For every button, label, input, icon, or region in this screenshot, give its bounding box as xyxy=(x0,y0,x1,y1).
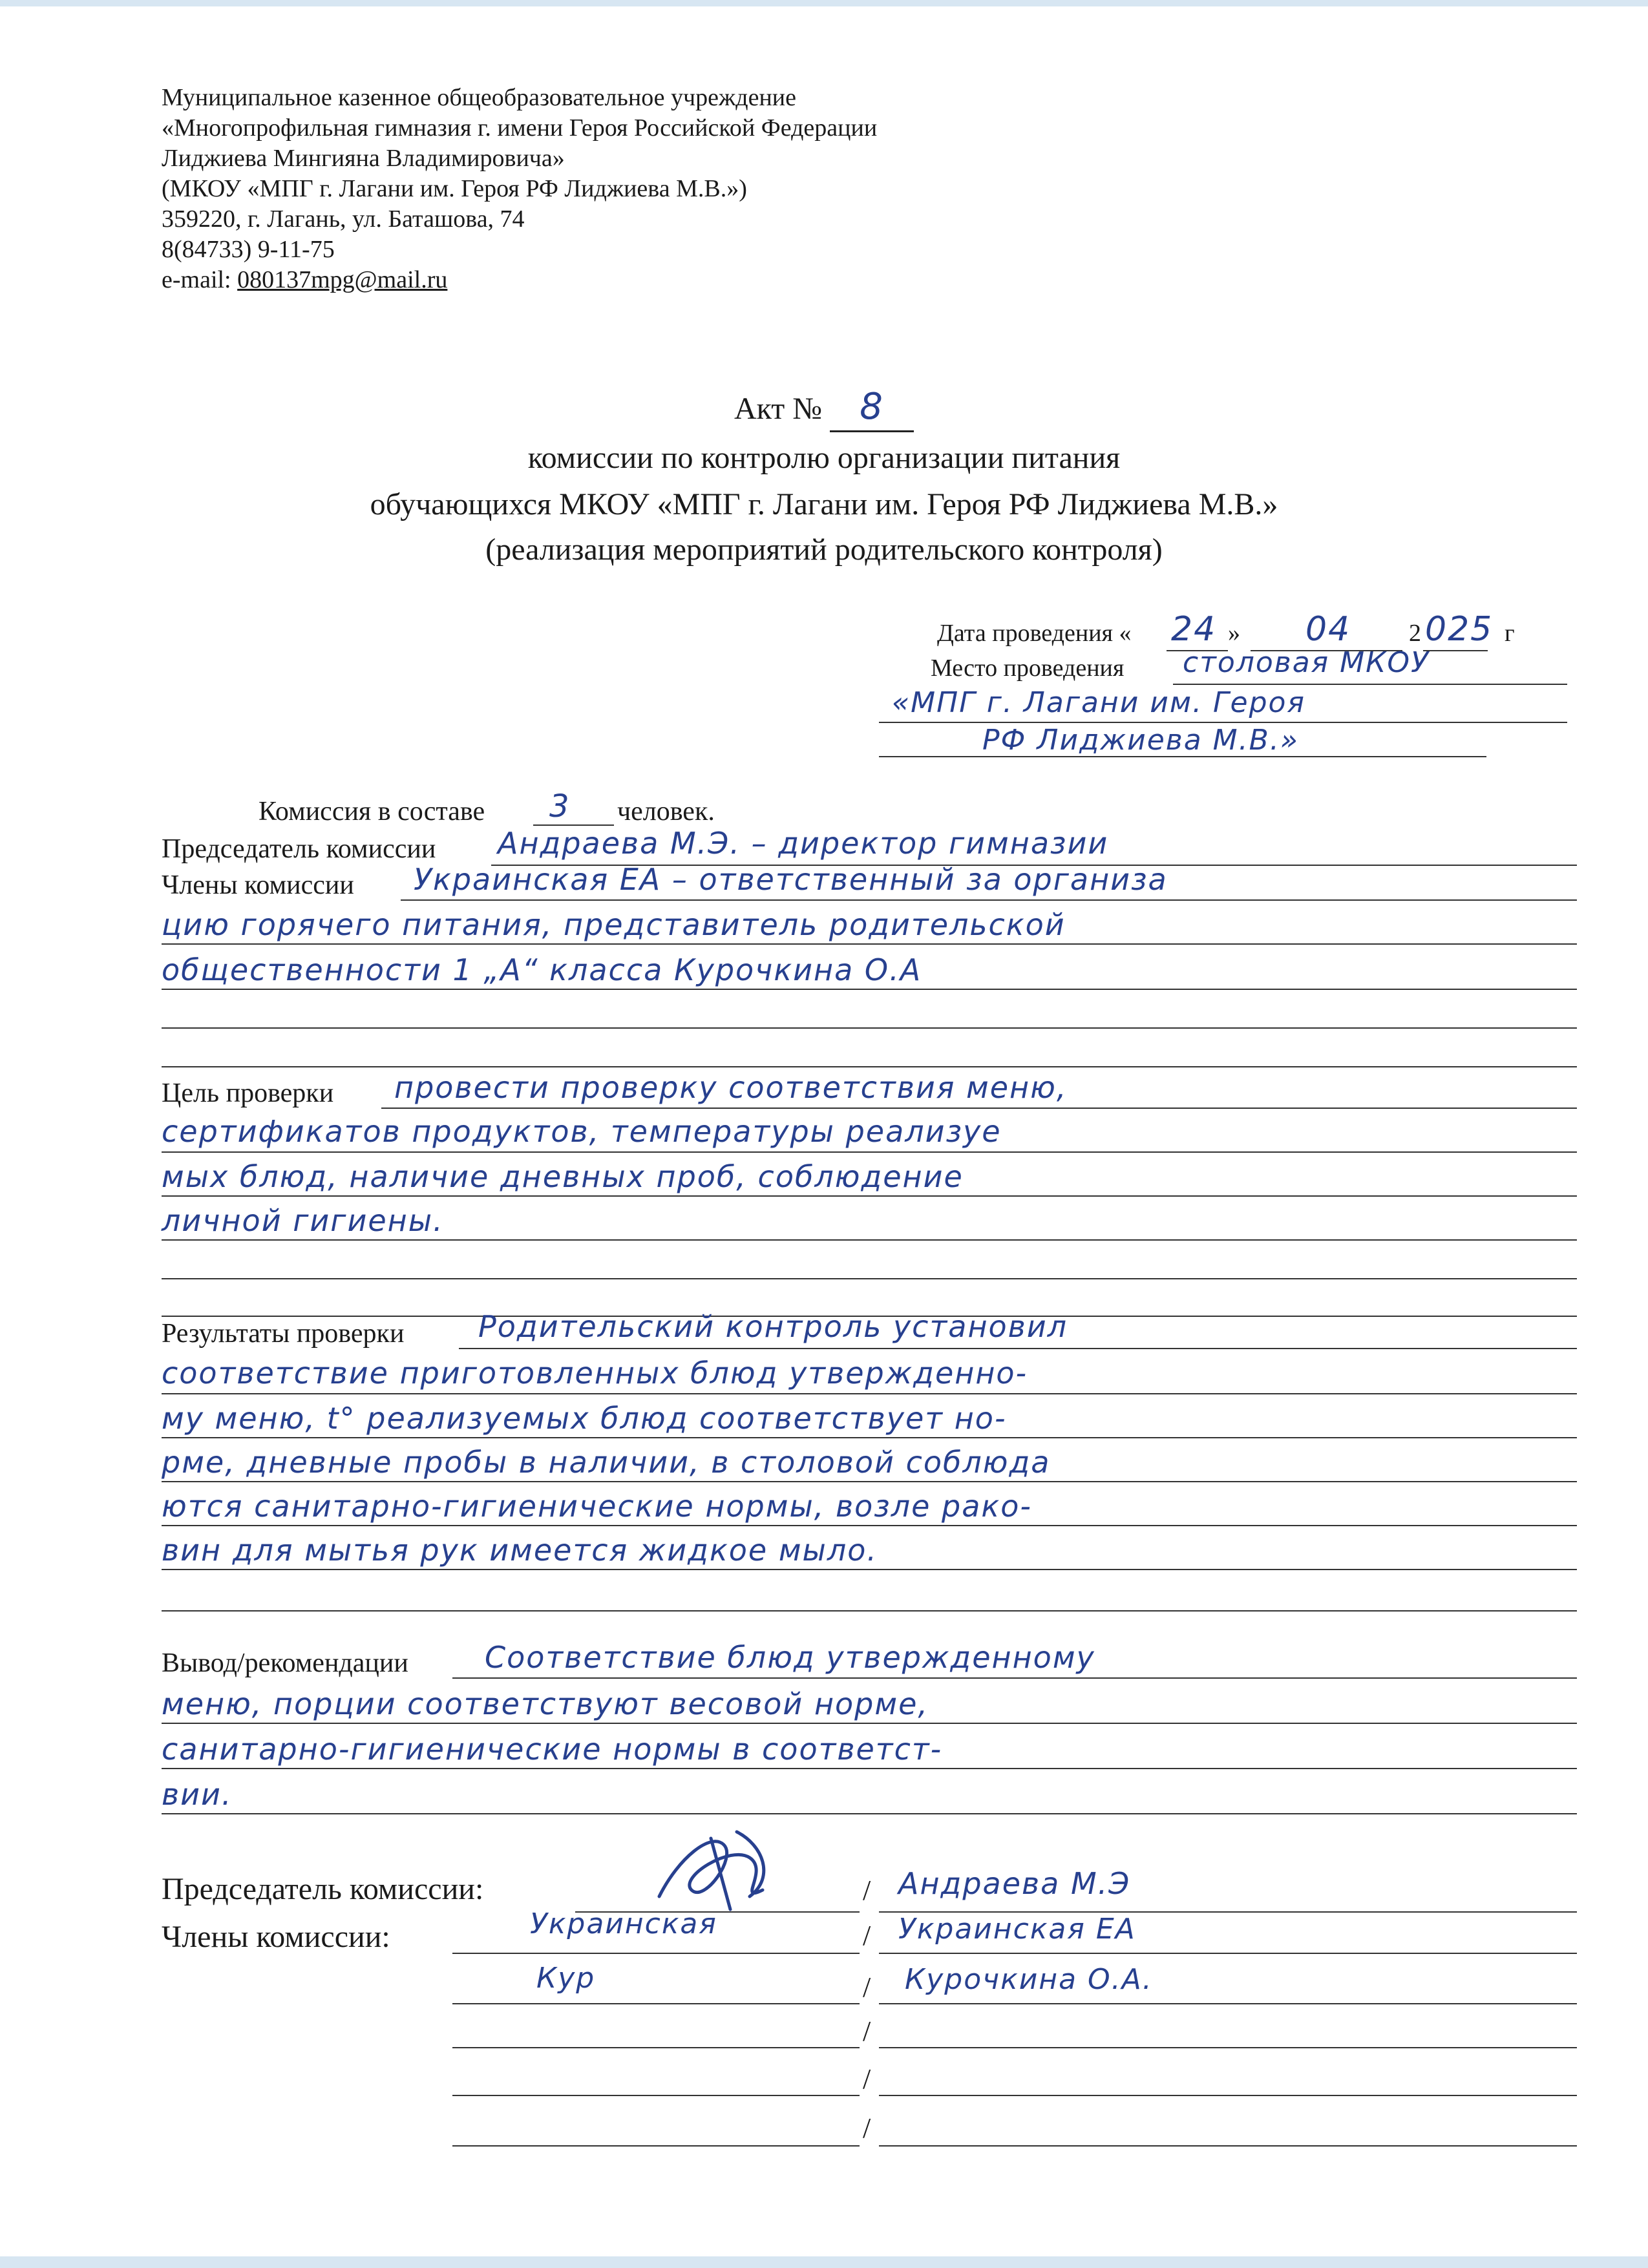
title-line-2: комиссии по контролю организации питания xyxy=(527,441,1121,475)
results-label: Результаты проверки xyxy=(162,1319,405,1349)
results-line-4: рме, дневные пробы в наличии, в столовой соблюда xyxy=(162,1445,1051,1480)
chair-value: Андраева М.Э. – директор гимназии xyxy=(498,826,1109,861)
header-phone: 8(84733) 9-11-75 xyxy=(162,236,335,263)
commission-size-value: 3 xyxy=(549,788,571,824)
members-underline-5 xyxy=(162,1066,1577,1067)
date-day: 24 xyxy=(1171,610,1217,649)
conclusion-underline-1 xyxy=(452,1677,1577,1679)
results-line-3: му меню, t° реализуемых блюд соответствует но- xyxy=(162,1401,1007,1436)
goal-line-2: сертификатов продуктов, температуры реализуе xyxy=(162,1114,1002,1149)
sig-member1-line xyxy=(452,1953,860,1954)
sig-member5-name-line xyxy=(879,2145,1577,2147)
sig-slash-2: / xyxy=(863,1920,871,1951)
header-line-2: «Многопрофильная гимназия г. имени Героя Российской Федерации xyxy=(162,114,878,142)
sig-member2-name-line xyxy=(879,2003,1577,2004)
date-mid: » xyxy=(1228,620,1240,647)
place-underline-3 xyxy=(879,756,1486,757)
scan-bottom-edge xyxy=(0,2256,1648,2268)
sig-slash-4: / xyxy=(863,2015,871,2047)
commission-size-label: Комиссия в составе xyxy=(259,797,485,826)
header-address: 359220, г. Лагань, ул. Баташова, 74 xyxy=(162,205,525,233)
title-line-4: (реализация мероприятий родительского контроля) xyxy=(485,532,1163,567)
results-line-2: соответствие приготовленных блюд утвержденно- xyxy=(162,1356,1028,1391)
results-line-1: Родительский контроль установил xyxy=(478,1309,1068,1344)
members-underline-2 xyxy=(162,943,1577,945)
conclusion-underline-2 xyxy=(162,1723,1577,1724)
member1-signature: Украинская xyxy=(530,1907,717,1940)
header-line-3: Лиджиева Мингияна Владимировича» xyxy=(162,145,565,172)
results-underline-3 xyxy=(162,1437,1577,1438)
sig-member1-name: Украинская ЕА xyxy=(898,1913,1136,1946)
place-label: Место проведения xyxy=(931,655,1125,682)
results-underline-5 xyxy=(162,1525,1577,1526)
sig-member1-name-line xyxy=(879,1953,1577,1954)
conclusion-line-1: Соответствие блюд утвержденному xyxy=(485,1640,1095,1675)
goal-underline-4 xyxy=(162,1239,1577,1241)
chair-label: Председатель комиссии xyxy=(162,834,436,864)
sig-member3-name-line xyxy=(879,2047,1577,2048)
act-prefix: Акт № xyxy=(734,392,823,426)
email-link[interactable]: 080137mpg@mail.ru xyxy=(237,266,448,293)
results-underline-7 xyxy=(162,1610,1577,1612)
members-underline-4 xyxy=(162,1027,1577,1029)
place-underline-2 xyxy=(879,722,1567,723)
school-header xyxy=(162,83,877,295)
sig-chair-label: Председатель комиссии: xyxy=(162,1872,484,1906)
commission-size-suffix: человек. xyxy=(617,797,715,826)
sig-chair-name: Андраева М.Э xyxy=(898,1866,1131,1901)
act-title xyxy=(0,388,1648,432)
place-line-1: столовая МКОУ xyxy=(1183,646,1430,679)
sig-slash-3: / xyxy=(863,1971,871,2003)
sig-member2-line xyxy=(452,2003,860,2004)
conclusion-label: Вывод/рекомендации xyxy=(162,1648,408,1678)
scan-top-edge xyxy=(0,0,1648,6)
conclusion-line-4: вии. xyxy=(162,1777,233,1812)
chair-signature-mark xyxy=(633,1819,801,1922)
members-underline-1 xyxy=(401,899,1577,901)
results-line-5: ются санитарно-гигиенические нормы, возле рако- xyxy=(162,1489,1032,1524)
sig-member3-line xyxy=(452,2047,860,2048)
date-month: 04 xyxy=(1305,610,1351,649)
sig-member4-name-line xyxy=(879,2095,1577,2096)
act-number: 8 xyxy=(860,386,884,428)
goal-underline-2 xyxy=(162,1151,1577,1153)
results-line-6: вин для мытья рук имеется жидкое мыло. xyxy=(162,1533,878,1568)
goal-underline-3 xyxy=(162,1195,1577,1197)
members-line-3: общественности 1 „А“ класса Курочкина О.А xyxy=(162,952,922,987)
goal-label: Цель проверки xyxy=(162,1078,334,1108)
header-email xyxy=(162,265,877,295)
members-label: Члены комиссии xyxy=(162,870,354,900)
conclusion-line-2: меню, порции соответствуют весовой норме, xyxy=(162,1686,929,1721)
place-underline-1 xyxy=(1173,684,1567,685)
header-line-1: Муниципальное казенное общеобразовательное учреждение xyxy=(162,84,796,111)
date-year-prefix: 2 xyxy=(1409,620,1421,647)
member2-signature: Кур xyxy=(536,1962,596,1995)
results-underline-1 xyxy=(459,1348,1577,1349)
sig-members-label: Члены комиссии: xyxy=(162,1920,390,1954)
date-label: Дата проведения « xyxy=(937,620,1132,647)
goal-line-1: провести проверку соответствия меню, xyxy=(394,1070,1068,1105)
sig-member4-line xyxy=(452,2095,860,2096)
goal-line-4: личной гигиены. xyxy=(162,1203,444,1238)
sig-member2-name: Курочкина О.А. xyxy=(905,1963,1153,1996)
sig-member5-line xyxy=(452,2145,860,2147)
date-year: 025 xyxy=(1425,610,1494,649)
results-underline-2 xyxy=(162,1393,1577,1394)
sig-slash-5: / xyxy=(863,2063,871,2095)
goal-line-3: мых блюд, наличие дневных проб, соблюдение xyxy=(162,1159,964,1194)
place-line-3: РФ Лиджиева М.В.» xyxy=(982,724,1299,757)
header-line-4: (МКОУ «МПГ г. Лагани им. Героя РФ Лиджиева М.В.») xyxy=(162,175,747,202)
date-year-underline xyxy=(1423,650,1488,651)
date-suffix: г xyxy=(1505,620,1515,647)
act-number-field xyxy=(830,388,914,432)
results-underline-6 xyxy=(162,1569,1577,1570)
conclusion-line-3: санитарно-гигиенические нормы в соответст- xyxy=(162,1732,943,1767)
goal-underline-5 xyxy=(162,1278,1577,1279)
sig-slash-1: / xyxy=(863,1874,871,1906)
results-underline-4 xyxy=(162,1481,1577,1482)
members-line-2: цию горячего питания, представитель родительской xyxy=(162,907,1066,942)
members-line-1: Украинская ЕА – ответственный за организа xyxy=(414,862,1168,897)
conclusion-underline-3 xyxy=(162,1768,1577,1769)
sig-slash-6: / xyxy=(863,2112,871,2144)
email-prefix: e-mail: xyxy=(162,266,238,293)
place-line-2: «МПГ г. Лагани им. Героя xyxy=(892,686,1305,719)
conclusion-underline-4 xyxy=(162,1813,1577,1814)
members-underline-3 xyxy=(162,989,1577,990)
title-line-3: обучающихся МКОУ «МПГ г. Лагани им. Героя РФ Лиджиева М.В.» xyxy=(370,487,1278,521)
goal-underline-1 xyxy=(381,1108,1577,1109)
